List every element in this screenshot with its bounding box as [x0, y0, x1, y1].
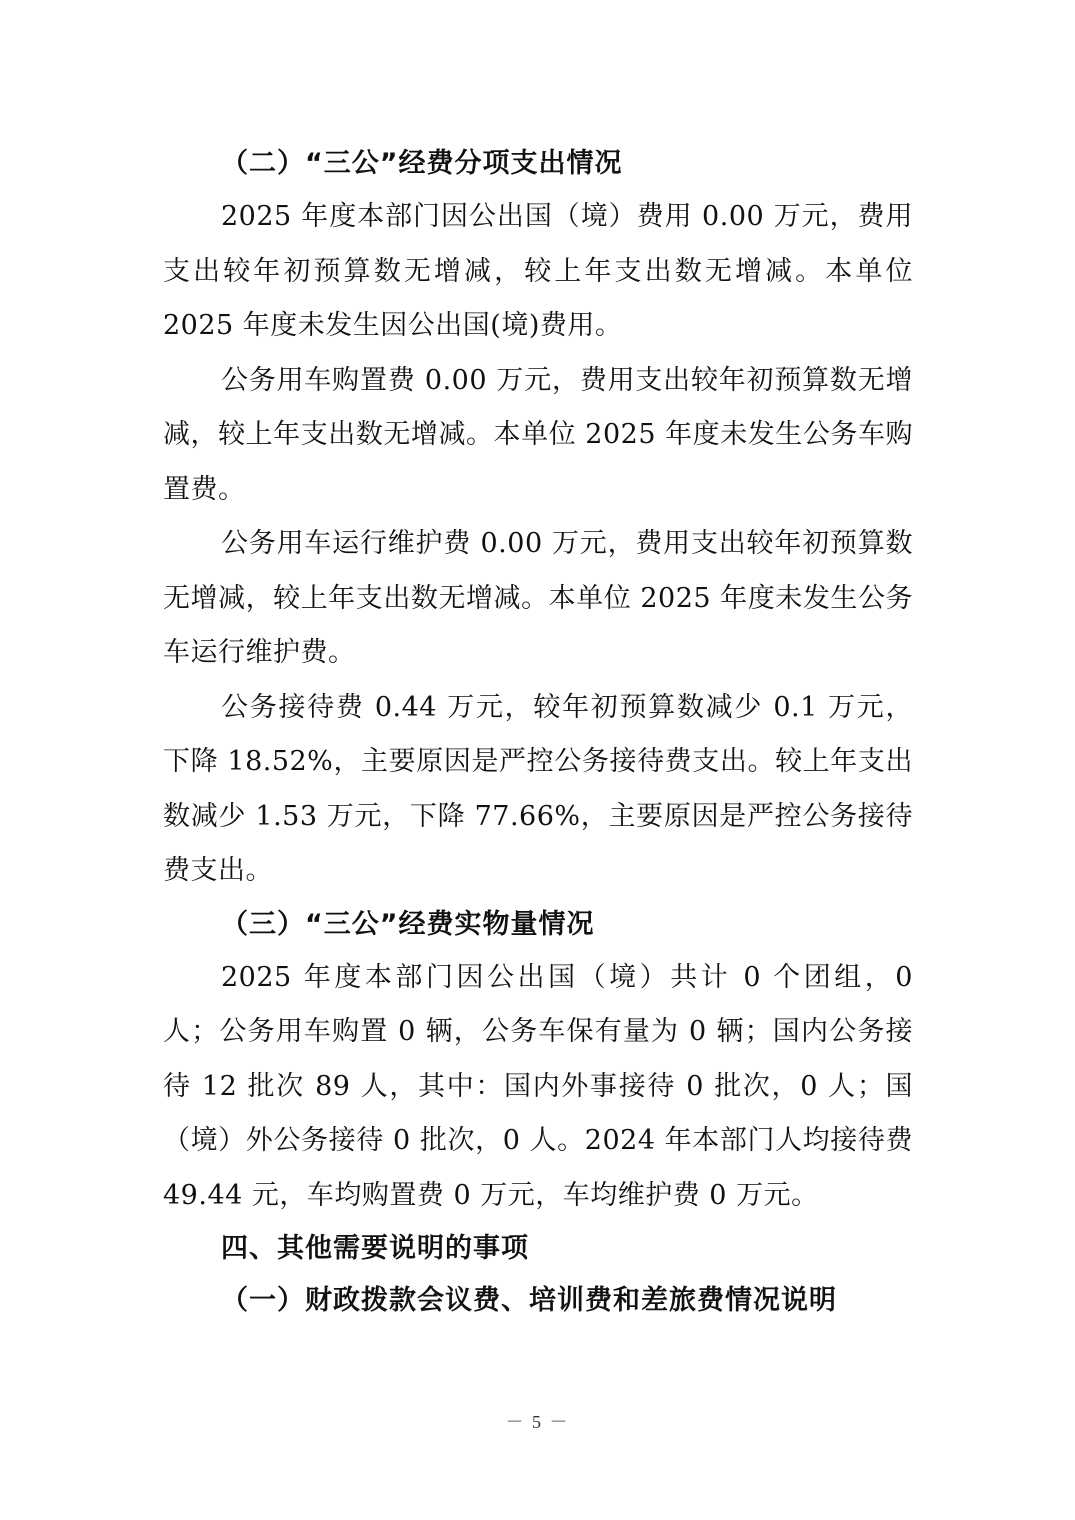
section-heading-three-public-itemized: （二）“三公”经费分项支出情况: [221, 148, 623, 179]
section-heading-meeting-training-travel: （一）财政拨款会议费、培训费和差旅费情况说明: [221, 1285, 837, 1316]
paragraph-vehicle-operation: 公务用车运行维护费 0.00 万元，费用支出较年初预算数无增减，较上年支出数无增减。本单位 2025 年度未发生公务车运行维护费。: [163, 528, 913, 668]
paragraph-vehicle-purchase: 公务用车购置费 0.00 万元，费用支出较年初预算数无增减，较上年支出数无增减。本单位 2025 年度未发生公务车购置费。: [163, 364, 913, 505]
page-content: [163, 138, 913, 1327]
paragraph-overseas-expense: 2025 年度本部门因公出国（境）费用 0.00 万元，费用支出较年初预算数无增减，较上年支出数无增减。本单位 2025 年度未发生因公出国(境)费用。: [163, 201, 913, 341]
section-heading-physical-quantity: （三）“三公”经费实物量情况: [221, 908, 595, 940]
paragraph-physical-quantity: 2025 年度本部门因公出国（境）共计 0 个团组，0 人；公务用车购置 0 辆，公务车保有量为 0 辆；国内公务接待 12 批次 89 人，其中：国内外事接待 0 批次，0 人；国（境）外公务接待 0 批次，0 人。2024 年本部门人均接待费 49.44 元，车均购置费 0 万元，车均维护费 0 万元。: [163, 961, 913, 1211]
paragraph-reception-expense: 公务接待费 0.44 万元，较年初预算数减少 0.1 万元，下降 18.52%，主要原因是严控公务接待费支出。较上年支出数减少 1.53 万元，下降 77.66%，主要原因是严控公务接待费支出。: [163, 691, 913, 886]
section-heading-other-matters: 四、其他需要说明的事项: [221, 1233, 529, 1264]
page-number: － 5 －: [505, 1412, 570, 1432]
